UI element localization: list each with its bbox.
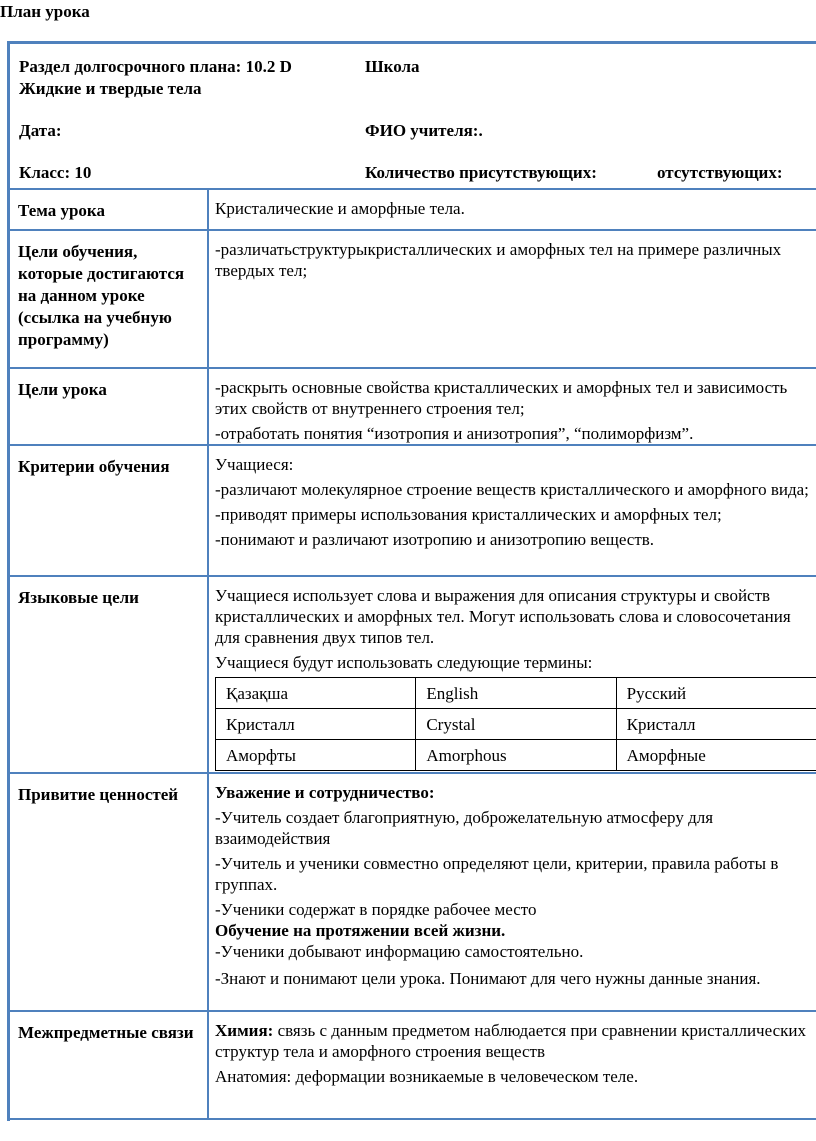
values-line: -Знают и понимают цели урока. Понимают для чего нужны данные знания.	[215, 969, 761, 988]
row-language-goals	[9, 577, 816, 774]
terms-cell: Кристалл	[616, 709, 816, 740]
terms-row	[216, 709, 816, 740]
row-content	[215, 239, 811, 285]
learning-goal-line: -различатьструктурыкристаллических и аморфных тел на примере различных твердых тел;	[215, 240, 782, 280]
language-line: Учащиеся будут использовать следующие термины:	[215, 653, 593, 672]
topic-text: Кристалические и аморфные тела.	[215, 199, 465, 218]
values-heading: Уважение и сотрудничество:	[215, 783, 435, 802]
lesson-goal-line: -раскрыть основные свойства кристаллических и аморфных тел и зависимость этих свойств от внутреннего строения тел;	[215, 378, 788, 418]
terms-table	[215, 677, 816, 771]
terms-cell: Кристалл	[216, 709, 416, 740]
document-title: План урока	[0, 2, 90, 21]
row-label: Межпредметные связи	[18, 1023, 194, 1042]
row-label: Критерии обучения	[18, 457, 170, 476]
chemistry-text: связь с данным предметом наблюдается при сравнении кристаллических структур тела и аморфного строения веществ	[215, 1021, 806, 1061]
date-label: Дата:	[19, 121, 62, 140]
chemistry-label: Химия:	[215, 1021, 274, 1040]
criteria-line: -различают молекулярное строение веществ кристаллического и аморфного вида;	[215, 480, 809, 499]
row-criteria	[9, 446, 816, 577]
terms-header-row	[216, 678, 816, 709]
language-line: Учащиеся использует слова и выражения для описания структуры и свойств кристаллических и аморфных тел. Могут использовать слова и словосочетания для сравнения двух типов тел.	[215, 586, 791, 647]
class-label: Класс: 10	[19, 163, 92, 182]
row-content	[215, 585, 811, 771]
row-label: Цели обучения, которые достигаются на данном уроке (ссылка на учебную программу)	[18, 242, 185, 349]
row-label: Привитие ценностей	[18, 785, 179, 804]
anatomy-line: Анатомия: деформации возникаемые в человеческом теле.	[215, 1067, 639, 1086]
header-block	[9, 46, 816, 190]
row-content	[215, 198, 811, 223]
row-values	[9, 774, 816, 1012]
section-field	[19, 56, 359, 100]
row-label: Языковые цели	[18, 588, 139, 607]
lesson-goal-line: -отработать понятия “изотропия и анизотропия”, “полиморфизм”.	[215, 424, 694, 443]
row-label: Цели урока	[18, 380, 107, 399]
chemistry-line	[215, 1020, 811, 1062]
terms-cell: Crystal	[416, 709, 616, 740]
row-learning-goals	[9, 231, 816, 369]
column-divider	[207, 190, 209, 1120]
row-content	[215, 1020, 811, 1091]
absent-label: отсутствующих:	[657, 163, 783, 182]
terms-cell: Amorphous	[416, 740, 616, 771]
criteria-line: -приводят примеры использования кристаллических и аморфных тел;	[215, 505, 722, 524]
section-label: Раздел долгосрочного плана: 10.2 D	[19, 57, 292, 76]
present-label: Количество присутствующих:	[365, 163, 597, 182]
values-line: -Учитель и ученики совместно определяют цели, критерии, правила работы в группах.	[215, 854, 779, 894]
values-line: -Ученики содержат в порядке рабочее место	[215, 900, 537, 919]
criteria-line: -понимают и различают изотропию и анизотропию веществ.	[215, 530, 655, 549]
terms-cell: Аморфты	[216, 740, 416, 771]
values-heading: Обучение на протяжении всей жизни.	[215, 921, 506, 940]
section-subtitle: Жидкие и твердые тела	[19, 79, 202, 98]
row-label: Тема урока	[18, 201, 105, 220]
criteria-line: Учащиеся:	[215, 455, 294, 474]
values-line: -Ученики добывают информацию самостоятельно.	[215, 942, 584, 961]
school-label: Школа	[365, 57, 420, 76]
row-topic	[9, 190, 816, 231]
terms-header-cell: Қазақша	[216, 678, 416, 709]
teacher-label: ФИО учителя:.	[365, 121, 483, 140]
row-content	[215, 454, 811, 554]
terms-row	[216, 740, 816, 771]
terms-header-cell: Русский	[616, 678, 816, 709]
terms-header-cell: English	[416, 678, 616, 709]
values-line: -Учитель создает благоприятную, доброжелательную атмосферу для взаимодействия	[215, 808, 714, 848]
row-lesson-goals	[9, 369, 816, 446]
terms-cell: Аморфные	[616, 740, 816, 771]
row-interdisciplinary	[9, 1012, 816, 1120]
row-content	[215, 782, 811, 995]
row-content	[215, 377, 811, 448]
